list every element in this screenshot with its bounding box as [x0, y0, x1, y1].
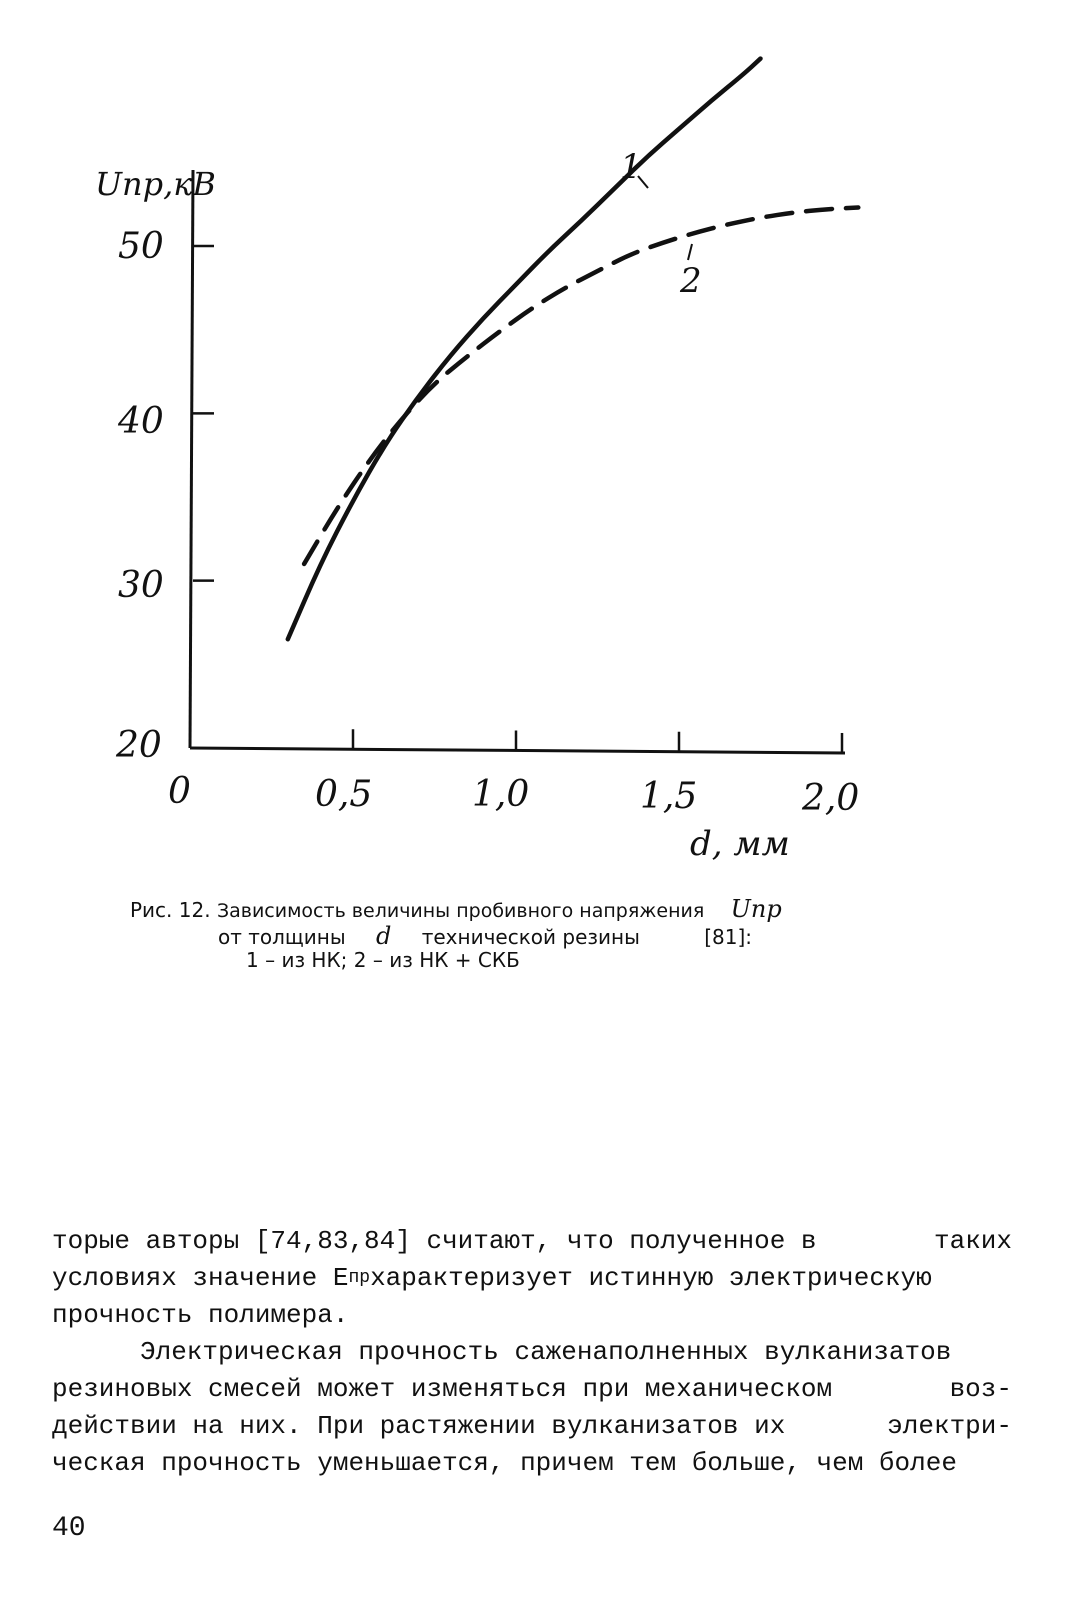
y-axis [190, 170, 193, 748]
body-line-1 [52, 1223, 1012, 1260]
body-line-5-b: воз- [949, 1374, 1012, 1404]
caption-line-2 [218, 922, 752, 950]
series-2-leader [688, 244, 692, 260]
body-line-2 [52, 1260, 1012, 1297]
series-2-line [304, 208, 858, 564]
body-line-3 [52, 1297, 1012, 1334]
caption-line-3: 1 – из НК; 2 – из НК + СКБ [246, 948, 520, 972]
caption-figure-number: Рис. 12. [130, 898, 211, 922]
caption-title: Зависимость величины пробивного напряжения [216, 900, 705, 922]
body-line-4 [52, 1334, 1012, 1371]
y-tick-label-30: 30 [118, 565, 164, 606]
series-2-label: 2 [680, 261, 702, 301]
page-number: 40 [52, 1513, 86, 1544]
caption-rubber: технической резины [421, 925, 640, 949]
body-text [52, 1223, 1012, 1482]
body-line-6-b: электри- [887, 1411, 1012, 1441]
caption-symbol-u: Uпр [730, 895, 782, 923]
body-line-1-a: торые авторы [74,83,84] считают, что полученное в [52, 1226, 817, 1256]
body-line-2-b: характеризует истинную электрическую [370, 1263, 932, 1293]
x-tick-label-1-0: 1,0 [472, 774, 530, 815]
body-line-6 [52, 1408, 1012, 1445]
y-tick-label-40: 40 [118, 401, 164, 442]
body-line-1-b: таких [933, 1226, 1012, 1256]
body-line-2-a: условиях значение E [52, 1263, 349, 1293]
body-line-5 [52, 1371, 1012, 1408]
y-tick-label-50: 50 [118, 226, 164, 267]
x-tick-label-1-5: 1,5 [640, 776, 698, 817]
axis-ticks [193, 246, 842, 753]
caption-reference: [81]: [704, 925, 753, 949]
caption-symbol-d: d [375, 922, 392, 950]
x-axis-label: d, мм [690, 824, 790, 864]
y-tick-label-20: 20 [116, 725, 162, 766]
y-axis-label: Uпр,кВ [95, 165, 216, 203]
series-layer [288, 59, 859, 640]
x-tick-label-2-0: 2,0 [802, 778, 860, 819]
body-line-4-text: Электрическая прочность саженаполненных вулканизатов [140, 1337, 952, 1367]
x-tick-label-0-5: 0,5 [315, 774, 373, 815]
body-line-5-a: резиновых смесей может изменяться при механическом [52, 1374, 833, 1404]
body-line-7 [52, 1445, 1012, 1482]
body-line-7-text: ческая прочность уменьшается, причем тем больше, чем более [52, 1448, 957, 1478]
series-1-label: 1 [620, 147, 642, 187]
series-1-line [288, 59, 761, 640]
caption-thickness: от толщины [218, 925, 346, 949]
body-line-6-a: действии на них. При растяжении вулканизатов их [52, 1411, 786, 1441]
body-line-3-text: прочность полимера. [52, 1300, 349, 1330]
x-tick-label-0: 0 [168, 771, 191, 812]
x-axis [190, 748, 845, 753]
caption-line-1 [130, 895, 782, 923]
body-line-2-sub: пр [348, 1268, 371, 1288]
